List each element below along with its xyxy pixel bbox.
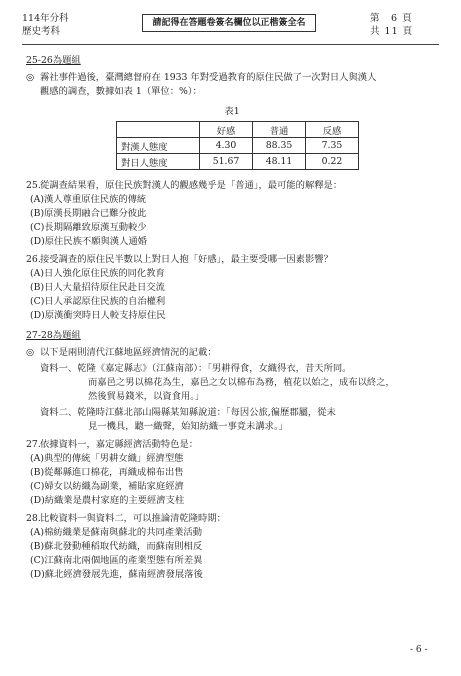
signature-notice-box: 請記得在答題卷簽名欄位以正楷簽全名: [142, 14, 316, 32]
survey-table: [116, 121, 359, 170]
table-header-cell: 好感: [200, 122, 253, 138]
table-cell: 0.22: [306, 154, 359, 170]
exam-subject: 歷史考科: [22, 26, 61, 37]
table-cell: 48.11: [253, 154, 306, 170]
table-header-cell: 普通: [253, 122, 306, 138]
question-26: [26, 253, 438, 323]
table-header-cell: 反感: [306, 122, 359, 138]
answer-option-c: (C)婦女以紡織為副業，補貼家庭經濟: [30, 480, 184, 492]
question-27: [26, 438, 438, 508]
double-circle-mark: ◎: [26, 72, 35, 83]
table-cell: 88.35: [253, 138, 306, 154]
answer-option-c: (C)江蘇南北兩個地區的產業型態有所差異: [30, 554, 203, 566]
double-circle-mark: ◎: [26, 347, 35, 358]
source-text: 乾隆《嘉定縣志》（江蘇南部）：「男耕得食，女織得衣，昔天所同。: [77, 362, 352, 374]
source-1: [26, 362, 438, 404]
question-group-label: 25-26為題組: [26, 55, 81, 66]
group-intro: [26, 71, 438, 98]
question-stem: 比較資料一與資料二，可以推論清乾隆時期：: [40, 512, 226, 524]
table-header-row: [117, 122, 359, 138]
question-number: 26.: [26, 254, 41, 265]
answer-option-c: (C)長期隔離致原漢互動較少: [30, 222, 147, 233]
table-row-label: 對漢人態度: [117, 138, 200, 154]
table-row: [117, 138, 359, 154]
question-number: 28.: [26, 512, 41, 524]
source-text: 乾隆時江蘇北部山陽縣某知縣說道：「每因公旅,徧歷郡屬，從未: [77, 406, 336, 418]
question-group-label: 27-28為題組: [26, 330, 81, 341]
source-text: 而嘉邑之男以棉花為生，嘉邑之女以棉布為務，植花以始之，成布以終之，: [88, 376, 395, 388]
total-pages: 共 11 頁: [370, 26, 414, 37]
question-28: [26, 512, 438, 582]
group-intro: [26, 346, 438, 360]
exam-year: 114年分科: [22, 13, 69, 24]
answer-option-d: (D)原漢衝突時日人較支持原住民: [30, 310, 166, 321]
table-row-label: 對日人態度: [117, 154, 200, 170]
intro-line: 以下是兩則清代江蘇地區經濟情況的記載：: [40, 347, 217, 358]
table-corner-cell: [117, 122, 200, 138]
answer-option-a: (A)棉紡織業是蘇南與蘇北的共同產業活動: [30, 526, 203, 538]
answer-option-a: (A)漢人尊重原住民族的傳統: [30, 194, 147, 205]
question-stem: 從調查結果看，原住民族對漢人的觀感幾乎是「普通」，最可能的解釋是：: [40, 180, 343, 191]
intro-line: 霧社事件過後，臺灣總督府在 1933 年對受過教育的原住民做了一次對日人與漢人: [40, 72, 377, 83]
answer-option-d: (D)蘇北經濟發展先進，蘇南經濟發展落後: [30, 568, 203, 580]
answer-option-b: (B)蘇北發動種稻取代紡織，而蘇南則相反: [30, 540, 203, 552]
source-label: 資料一、: [40, 362, 78, 374]
question-stem: 依據資料一，嘉定縣經濟活動特色是：: [40, 438, 199, 450]
table-cell: 7.35: [306, 138, 359, 154]
answer-option-c: (C)日人承認原住民族的自治權利: [30, 296, 166, 307]
source-label: 資料二、: [40, 406, 78, 418]
source-text: 見一機具，聽一織聲，始知紡織一事竟未講求。」: [88, 420, 288, 432]
answer-option-a: (A)日人強化原住民族的同化教育: [30, 268, 165, 279]
table-cell: 51.67: [200, 154, 253, 170]
header-exam-info: [22, 12, 69, 38]
page-number-footer: - 6 -: [410, 645, 428, 655]
question-number: 27.: [26, 438, 41, 450]
intro-line: 觀感的調查，數據如表 1（單位：%）：: [40, 85, 202, 97]
header-divider: [22, 44, 439, 45]
question-stem: 接受調查的原住民半數以上對日人抱「好感」，最主要受哪一因素影響？: [40, 254, 333, 265]
table-title: 表1: [224, 106, 240, 117]
answer-option-d: (D)紡織業是農村家庭的主要經濟支柱: [30, 494, 185, 506]
exam-content: [26, 54, 438, 582]
question-number: 25.: [26, 180, 41, 191]
answer-option-b: (B)日人大量招待原住民赴日交流: [30, 282, 165, 293]
question-25: [26, 179, 438, 249]
table-cell: 4.30: [200, 138, 253, 154]
source-2: [26, 406, 438, 434]
answer-option-b: (B)從鄰縣進口棉花，再織成棉布出售: [30, 466, 184, 478]
answer-option-a: (A)典型的傳統「男耕女織」經濟型態: [30, 452, 184, 464]
answer-option-d: (D)原住民族不願與漢人通婚: [30, 236, 147, 247]
table-row: [117, 154, 359, 170]
answer-option-b: (B)原漢長期融合已難分彼此: [30, 208, 147, 219]
header-page-info: [370, 12, 413, 38]
current-page: 第 6 頁: [370, 13, 413, 24]
source-text: 然後貿易錢米，以資食用。」: [88, 390, 205, 402]
